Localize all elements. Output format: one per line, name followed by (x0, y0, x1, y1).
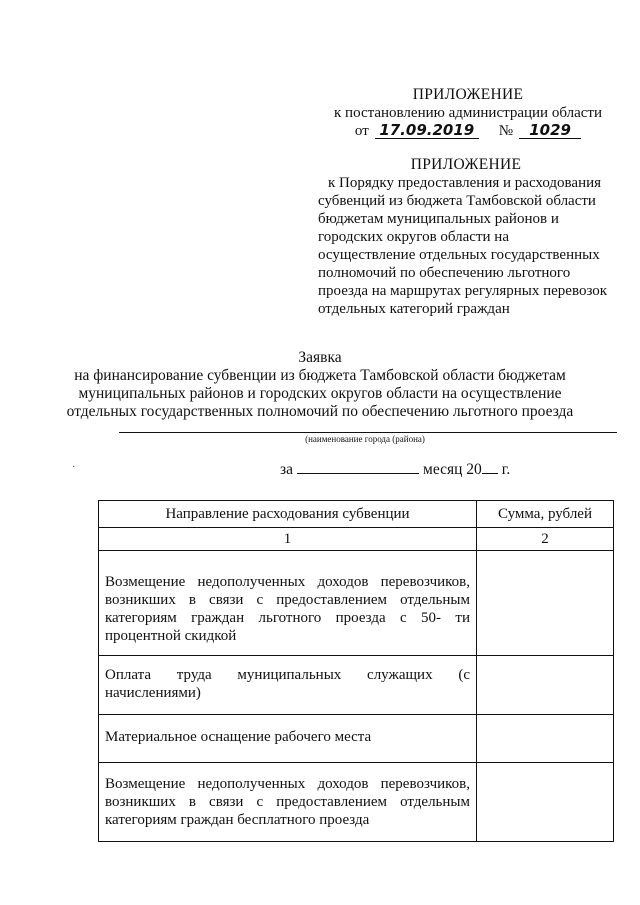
procedure-line: городских округов области на (318, 229, 509, 245)
procedure-line: полномочий по обеспечению льготного (318, 265, 571, 281)
row-sum-cell (477, 656, 614, 715)
period-suffix: г. (501, 461, 511, 478)
table-row (99, 656, 614, 715)
city-caption: (наименование города (района) (305, 434, 425, 444)
period-prefix: за (280, 461, 294, 478)
request-subtitle-line: отдельных государственных полномочий по обеспечению льготного проезда (66, 403, 574, 420)
table-header-row (99, 501, 614, 528)
number-prefix: № (498, 123, 514, 139)
row-description: Возмещение недополученных доходов перевозчиков, возникших в связи с предоставлением отдельным категориям граждан льготного проезда с 50- ти процентной скидкой (99, 551, 477, 656)
request-title-block (0, 349, 640, 421)
request-heading: Заявка (298, 349, 342, 366)
scan-mark: · (72, 462, 76, 473)
column-number: 2 (477, 528, 614, 551)
procedure-line: к Порядку предоставления и расходования (328, 175, 602, 191)
procedure-line: субвенций из бюджета Тамбовской области (318, 193, 596, 209)
date-prefix: от (354, 123, 369, 139)
table-row (99, 763, 614, 842)
request-subtitle-line: на финансирование субвенции из бюджета Тамбовской области бюджетам (74, 367, 566, 384)
handwritten-date: 17.09.2019 (375, 122, 479, 139)
period-month-blank (297, 459, 419, 474)
procedure-line: отдельных категорий граждан (318, 301, 510, 317)
procedure-line: осуществление отдельных государственных (318, 247, 600, 263)
procedure-line: проезда на маршрутах регулярных перевозок (318, 283, 608, 299)
table-row (99, 715, 614, 763)
period-line (280, 459, 510, 479)
header-sum: Сумма, рублей (477, 501, 614, 528)
header-direction: Направление расходования субвенции (99, 501, 477, 528)
table-row (99, 551, 614, 656)
appendix-block-decree (318, 86, 618, 140)
appendix-block-procedure (318, 156, 614, 318)
subvention-table (98, 500, 614, 842)
handwritten-number: 1029 (519, 122, 581, 139)
appendix-procedure-text (318, 174, 614, 318)
row-sum-cell (477, 715, 614, 763)
appendix-date-line (318, 122, 618, 140)
row-sum-cell (477, 763, 614, 842)
appendix-heading-2: ПРИЛОЖЕНИЕ (410, 156, 522, 173)
row-description: Возмещение недополученных доходов перевозчиков, возникших в связи с предоставлением отдельным категориям граждан бесплатного проезда (99, 763, 477, 842)
period-month-label: месяц 20 (423, 461, 482, 478)
appendix-heading: ПРИЛОЖЕНИЕ (412, 86, 524, 103)
column-number: 1 (99, 528, 477, 551)
period-year-blank (482, 459, 498, 474)
row-description: Материальное оснащение рабочего места (99, 715, 477, 763)
request-subtitle-line: муниципальных районов и городских округов области на осуществление (78, 385, 562, 402)
request-subtitle (60, 367, 580, 421)
city-blank-line (119, 432, 617, 433)
table-number-row (99, 528, 614, 551)
appendix-decree-line: к постановлению администрации области (334, 105, 602, 121)
procedure-line: бюджетам муниципальных районов и (318, 211, 559, 227)
row-description: Оплата труда муниципальных служащих (с начислениями) (99, 656, 477, 715)
row-sum-cell (477, 551, 614, 656)
